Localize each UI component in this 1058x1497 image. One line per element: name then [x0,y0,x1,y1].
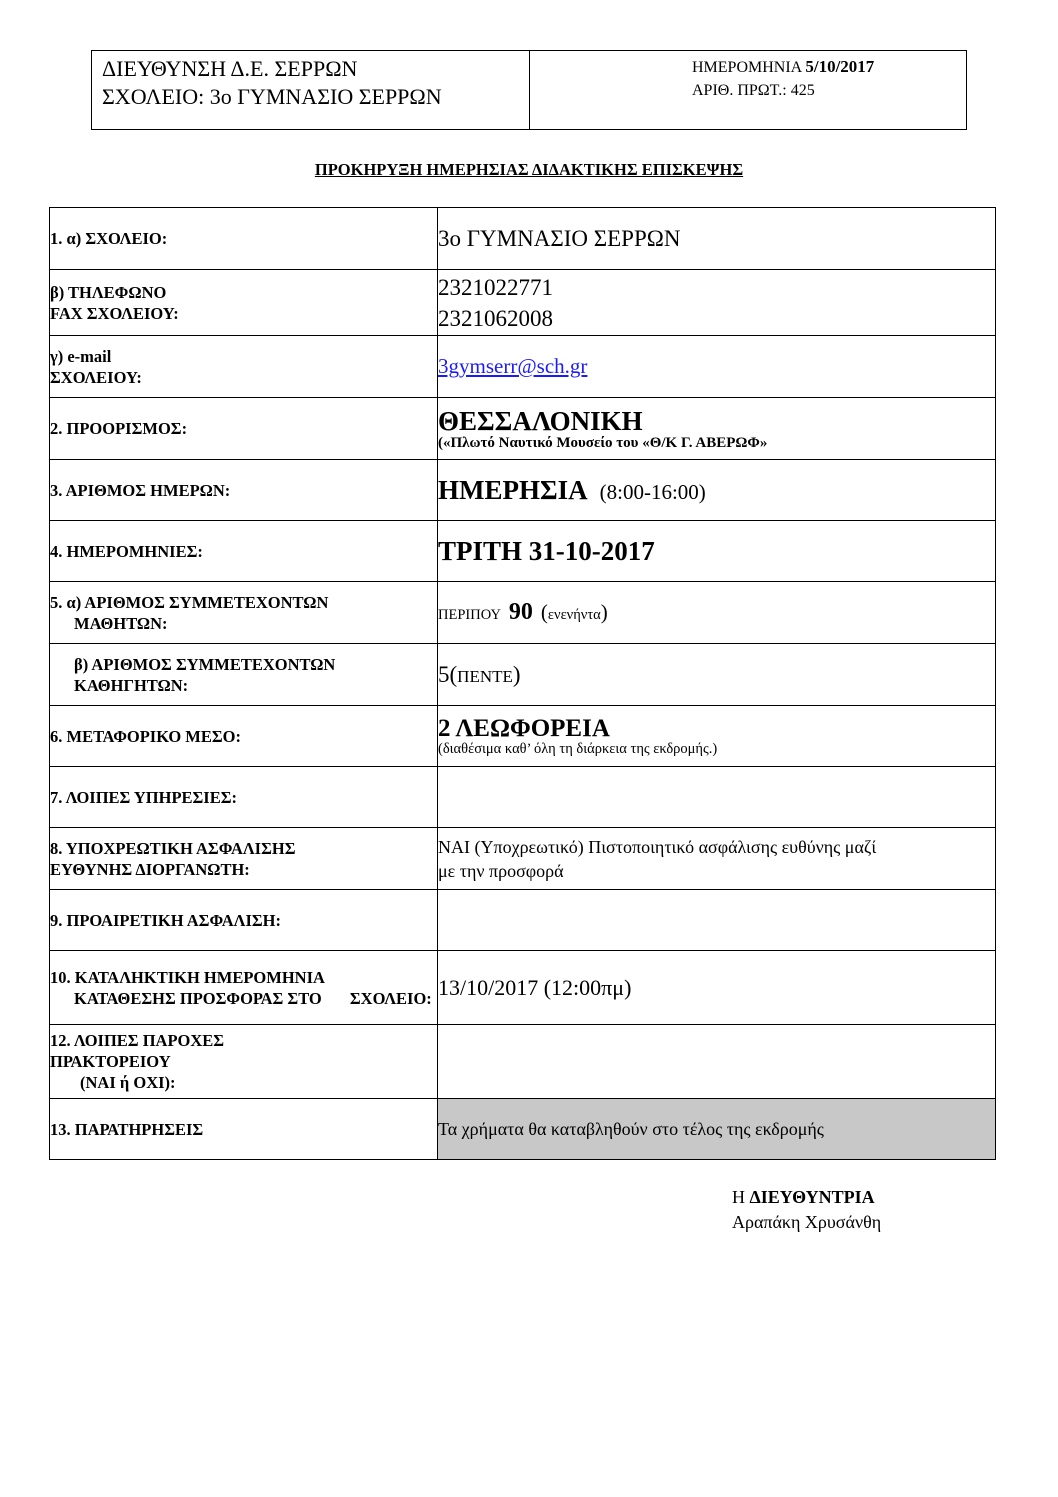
table-row [50,951,996,1025]
transport-buses: 2 ΛΕΩΦΟΡΕΙΑ [438,714,610,742]
insurance-value-line: ΝΑΙ (Υποχρεωτικό) Πιστοποιητικό ασφάλισης ευθύνης μαζί [438,836,877,857]
days-type: ΗΜΕΡΗΣΙΑ [438,474,588,505]
table-row [50,521,996,582]
table-row [50,582,996,644]
table-row [50,767,996,828]
dates-text: ΤΡΙΤΗ 31-10-2017 [438,535,655,566]
date-label: ΗΜΕΡΟΜΗΝΙΑ [692,59,802,76]
agency-value [438,1025,996,1099]
table-row [50,1025,996,1099]
fax-label-line: FAX ΣΧΟΛΕΙΟΥ: [50,303,179,323]
deadline-label-line-2: ΚΑΤΑΘΕΣΗΣ ΠΡΟΣΦΟΡΑΣ ΣΤΟ [74,988,322,1008]
phone-label [50,270,438,336]
table-row [50,398,996,460]
teachers-value [438,644,996,706]
phone-value [438,270,996,336]
services-label: 7. ΛΟΙΠΕΣ ΥΠΗΡΕΣΙΕΣ: [50,767,438,828]
table-row [50,706,996,767]
table-row [50,460,996,521]
optional-insurance-label: 9. ΠΡΟΑΙΡΕΤΙΚΗ ΑΣΦΑΛΙΣΗ: [50,890,438,951]
agency-label-line: 12. ΛΟΙΠΕΣ ΠΑΡΟΧΕΣ [50,1031,225,1050]
services-value [438,767,996,828]
table-row [50,336,996,398]
school-text: ΣΧΟΛΕΙΟ: 3ο ΓΥΜΝΑΣΙΟ ΣΕΡΡΩΝ [102,84,442,109]
students-number: 90 [508,599,533,625]
students-prefix: ΠΕΡΙΠΟΥ [438,607,501,623]
teachers-close: ) [512,661,521,687]
teachers-number: 5( [438,661,458,687]
phone-number: 2321022771 [438,274,553,300]
deadline-label [50,951,438,1025]
school-label: 1. α) ΣΧΟΛΕΙΟ: [50,208,438,270]
teachers-label-line-2: ΚΑΘΗΓΗΤΩΝ: [74,675,189,695]
signature-block [732,1185,881,1235]
agency-label-line-3: (ΝΑΙ ή ΟΧΙ): [80,1073,176,1092]
students-open: ( [540,600,548,624]
school-value: 3ο ΓΥΜΝΑΣΙΟ ΣΕΡΡΩΝ [438,208,996,270]
email-label-line-2: ΣΧΟΛΕΙΟΥ: [50,367,142,387]
date-value: 5/10/2017 [805,57,875,76]
deadline-label-line-3: ΣΧΟΛΕΙΟ: [349,988,432,1008]
destination-label: 2. ΠΡΟΟΡΙΣΜΟΣ: [50,398,438,460]
signature-prefix: Η [732,1187,745,1207]
days-hours: (8:00-16:00) [599,479,706,504]
date-line [692,55,966,79]
insurance-value [438,828,996,890]
students-close: ) [600,600,608,624]
remarks-label: 13. ΠΑΡΑΤΗΡΗΣΕΙΣ [50,1099,438,1160]
optional-insurance-value [438,890,996,951]
email-label-line: γ) e-mail [50,346,112,366]
students-label-line-2: ΜΑΘΗΤΩΝ: [74,613,168,633]
destination-city: ΘΕΣΣΑΛΟΝΙΚΗ [438,405,643,436]
table-row [50,270,996,336]
table-row [50,1099,996,1160]
remarks-value: Τα χρήματα θα καταβληθούν στο τέλος της εκδρομής [438,1099,996,1160]
days-value [438,460,996,521]
fax-number: 2321062008 [438,305,553,331]
protocol-line [692,79,966,102]
teachers-label [50,644,438,706]
email-label [50,336,438,398]
agency-label [50,1025,438,1099]
transport-note: (διαθέσιμα καθ’ όλη τη διάρκεια της εκδρομής.) [438,740,718,757]
destination-value [438,398,996,460]
header-box [91,50,967,130]
dates-value [438,521,996,582]
dates-label: 4. ΗΜΕΡΟΜΗΝΙΕΣ: [50,521,438,582]
protocol-value: 425 [790,82,815,99]
insurance-label-line: 8. ΥΠΟΧΡΕΩΤΙΚΗ ΑΣΦΑΛΙΣΗΣ [50,838,296,858]
teachers-words: ΠΕΝΤΕ [457,666,513,686]
days-label: 3. ΑΡΙΘΜΟΣ ΗΜΕΡΩΝ: [50,460,438,521]
phone-label-line: β) ΤΗΛΕΦΩΝΟ [50,282,167,302]
students-label [50,582,438,644]
document-title: ΠΡΟΚΗΡΥΞΗ ΗΜΕΡΗΣΙΑΣ ΔΙΔΑΚΤΙΚΗΣ ΕΠΙΣΚΕΨΗΣ [314,160,744,179]
email-link[interactable]: 3gymserr@sch.gr [438,354,588,378]
announcement-table [49,207,996,1160]
destination-note: («Πλωτό Ναυτικό Μουσείο του «Θ/Κ Γ. ΑΒΕΡΩΦ» [438,434,768,451]
directorate-text: ΔΙΕΥΘΥΝΣΗ Δ.Ε. ΣΕΡΡΩΝ [102,56,358,81]
insurance-label [50,828,438,890]
transport-label: 6. ΜΕΤΑΦΟΡΙΚΟ ΜΕΣΟ: [50,706,438,767]
signature-role-line [732,1185,881,1210]
students-label-line: 5. α) ΑΡΙΘΜΟΣ ΣΥΜΜΕΤΕΧΟΝΤΩΝ [50,592,329,612]
signature-name: Αραπάκη Χρυσάνθη [732,1212,882,1232]
table-row [50,890,996,951]
email-cell [438,336,996,398]
deadline-value: 13/10/2017 (12:00πμ) [438,951,996,1025]
header-right [530,51,966,129]
transport-value [438,706,996,767]
students-words: ενενήντα [547,607,601,623]
agency-label-line-2: ΠΡΑΚΤΟΡΕΙΟΥ [50,1052,171,1071]
students-value [438,582,996,644]
deadline-label-line: 10. ΚΑΤΑΛΗΚΤΙΚΗ ΗΜΕΡΟΜΗΝΙΑ [50,967,325,987]
table-row [50,644,996,706]
table-row [50,208,996,270]
teachers-label-line: β) ΑΡΙΘΜΟΣ ΣΥΜΜΕΤΕΧΟΝΤΩΝ [74,654,336,674]
insurance-label-line-2: ΕΥΘΥΝΗΣ ΔΙΟΡΓΑΝΩΤΗ: [50,859,250,879]
signature-role: ΔΙΕΥΘΥΝΤΡΙΑ [749,1187,875,1207]
protocol-label: ΑΡΙΘ. ΠΡΩΤ.: [692,82,787,99]
table-row [50,828,996,890]
header-left [92,51,530,129]
insurance-value-line-2: με την προσφορά [438,860,564,881]
